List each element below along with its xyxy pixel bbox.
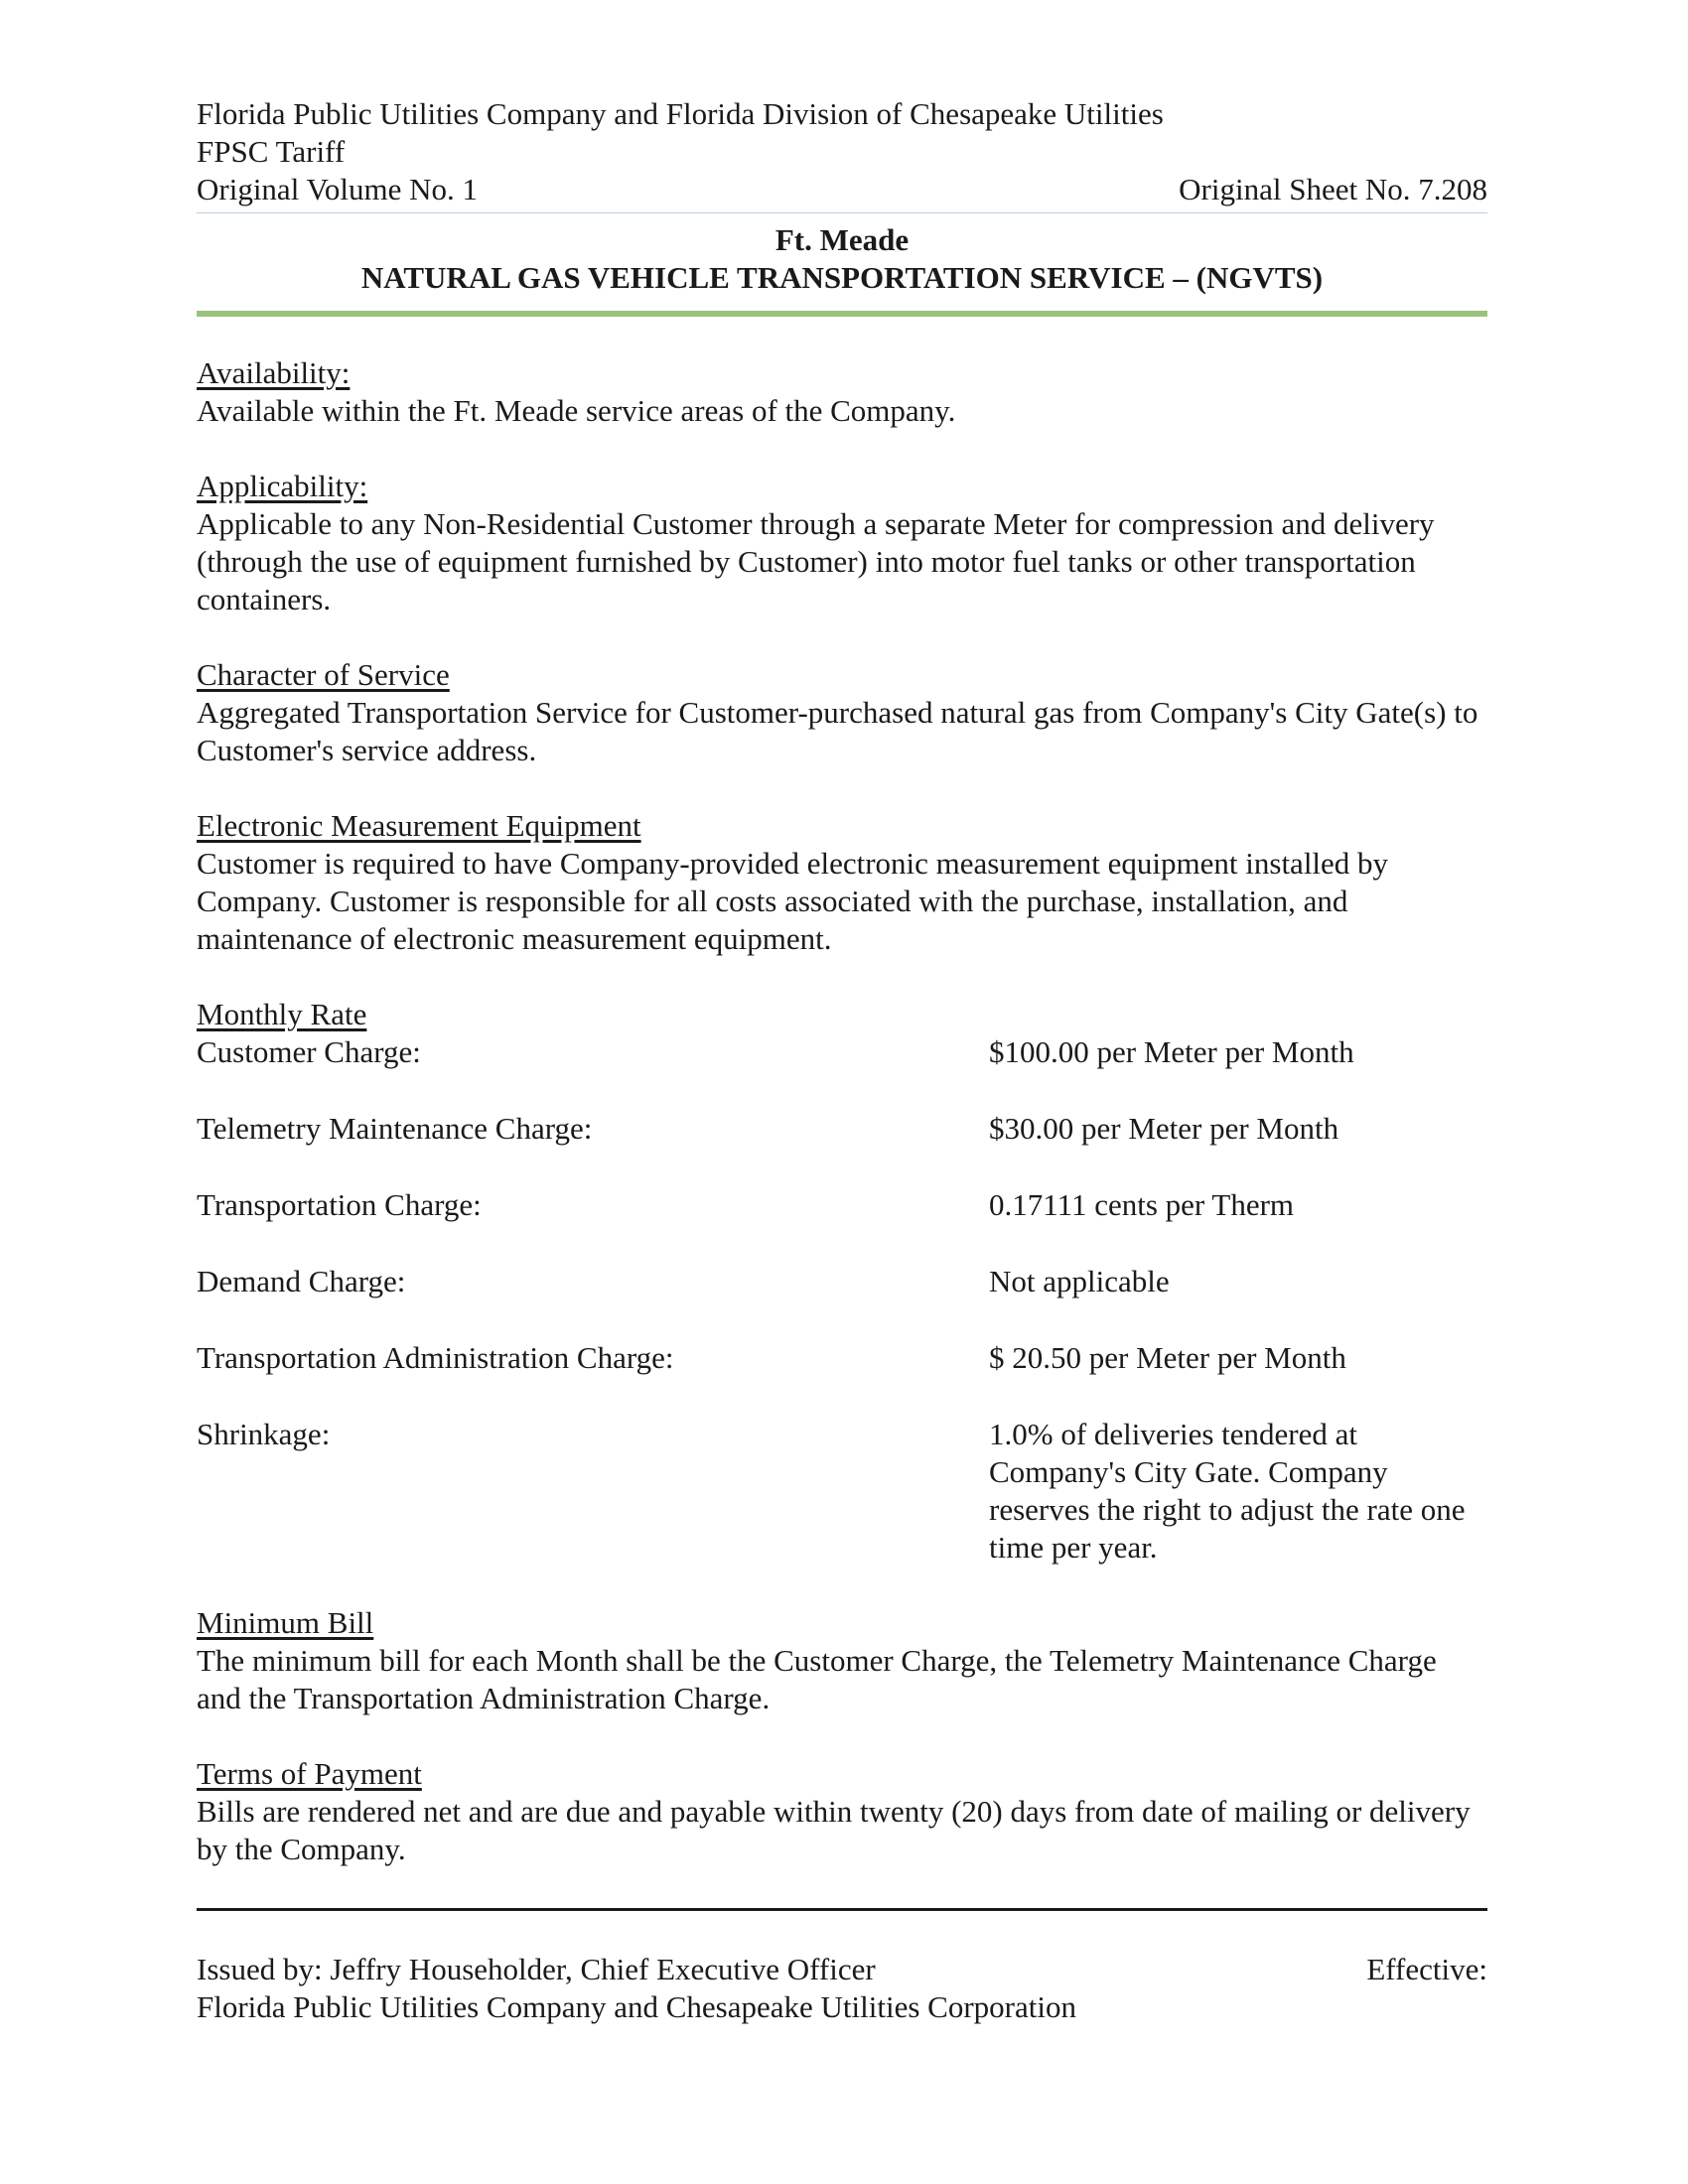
- tariff-sheet: [197, 95, 1487, 2026]
- header-tariff: [197, 133, 1487, 171]
- applicability-body: Applicable to any Non-Residential Customer through a separate Meter for compression and delivery (through the use of equipment furnished by Customer) into motor fuel tanks or other transportation containers.: [197, 506, 1435, 616]
- rate-value: 0.17111 cents per Therm: [989, 1187, 1295, 1222]
- rate-label: Transportation Charge:: [197, 1187, 482, 1222]
- section-minimum-bill: [197, 1604, 1487, 1717]
- rate-value: 1.0% of deliveries tendered at Company's City Gate. Company reserves the right to adjust the rate one time per year.: [989, 1417, 1466, 1565]
- monthly-rate-heading: Monthly Rate: [197, 997, 367, 1031]
- rate-value: Not applicable: [989, 1264, 1170, 1298]
- character-body: Aggregated Transportation Service for Customer-purchased natural gas from Company's City Gate(s) to Customer's service address.: [197, 695, 1478, 767]
- effective-date-label: Effective:: [1366, 1952, 1487, 1986]
- rate-row-demand-charge: [197, 1263, 1487, 1300]
- equipment-body: Customer is required to have Company-provided electronic measurement equipment installed by Company. Customer is responsible for all costs associated with the purchase, installation, and maintenance of electronic measurement equipment.: [197, 846, 1389, 956]
- rate-label: Telemetry Maintenance Charge:: [197, 1111, 593, 1146]
- rate-value: $ 20.50 per Meter per Month: [989, 1340, 1346, 1375]
- header-sheet-number: Original Sheet No. 7.208: [1179, 172, 1487, 206]
- document-title: [197, 221, 1487, 297]
- rate-row-transportation-charge: [197, 1186, 1487, 1224]
- issued-by: Issued by: Jeffry Householder, Chief Executive Officer: [197, 1952, 876, 1986]
- section-character-of-service: [197, 656, 1487, 769]
- rate-row-telemetry-charge: [197, 1110, 1487, 1148]
- availability-heading: Availability:: [197, 355, 351, 390]
- rate-label: Transportation Administration Charge:: [197, 1340, 674, 1375]
- header-rule: [197, 212, 1487, 213]
- character-heading: Character of Service: [197, 657, 450, 692]
- title-service: NATURAL GAS VEHICLE TRANSPORTATION SERVICE – (NGVTS): [360, 260, 1324, 295]
- rate-table: [197, 1033, 1487, 1567]
- footer-issued-row: [197, 1951, 1487, 1988]
- rate-row-customer-charge: [197, 1033, 1487, 1071]
- terms-heading: Terms of Payment: [197, 1756, 422, 1791]
- title-location: Ft. Meade: [774, 222, 910, 257]
- rate-row-admin-charge: [197, 1339, 1487, 1377]
- minimum-bill-heading: Minimum Bill: [197, 1605, 374, 1640]
- title-rule: [197, 311, 1487, 317]
- header-volume-row: [197, 171, 1487, 208]
- document-footer: [197, 1951, 1487, 2026]
- header-volume: Original Volume No. 1: [197, 172, 479, 206]
- footer-company: Florida Public Utilities Company and Chesapeake Utilities Corporation: [197, 1989, 1076, 2024]
- footer-rule: [197, 1908, 1487, 1911]
- rate-label: Customer Charge:: [197, 1034, 421, 1069]
- document-header: [197, 95, 1487, 213]
- header-tariff-text: FPSC Tariff: [197, 134, 346, 169]
- rate-label: Demand Charge:: [197, 1264, 406, 1298]
- rate-value: $30.00 per Meter per Month: [989, 1111, 1339, 1146]
- section-applicability: [197, 468, 1487, 618]
- equipment-heading: Electronic Measurement Equipment: [197, 808, 641, 843]
- header-company: [197, 95, 1487, 133]
- rate-label: Shrinkage:: [197, 1417, 331, 1451]
- section-terms-of-payment: [197, 1755, 1487, 1868]
- header-company-text: Florida Public Utilities Company and Florida Division of Chesapeake Utilities: [197, 96, 1164, 131]
- terms-body: Bills are rendered net and are due and payable within twenty (20) days from date of mailing or delivery by the Company.: [197, 1794, 1471, 1866]
- availability-body: Available within the Ft. Meade service areas of the Company.: [197, 393, 956, 428]
- minimum-bill-body: The minimum bill for each Month shall be the Customer Charge, the Telemetry Maintenance Charge and the Transportation Administration Charge.: [197, 1643, 1437, 1715]
- section-measurement-equipment: [197, 807, 1487, 958]
- rate-value: $100.00 per Meter per Month: [989, 1034, 1354, 1069]
- section-monthly-rate: [197, 996, 1487, 1567]
- rate-row-shrinkage: [197, 1416, 1487, 1567]
- section-availability: [197, 354, 1487, 430]
- applicability-heading: Applicability:: [197, 469, 368, 503]
